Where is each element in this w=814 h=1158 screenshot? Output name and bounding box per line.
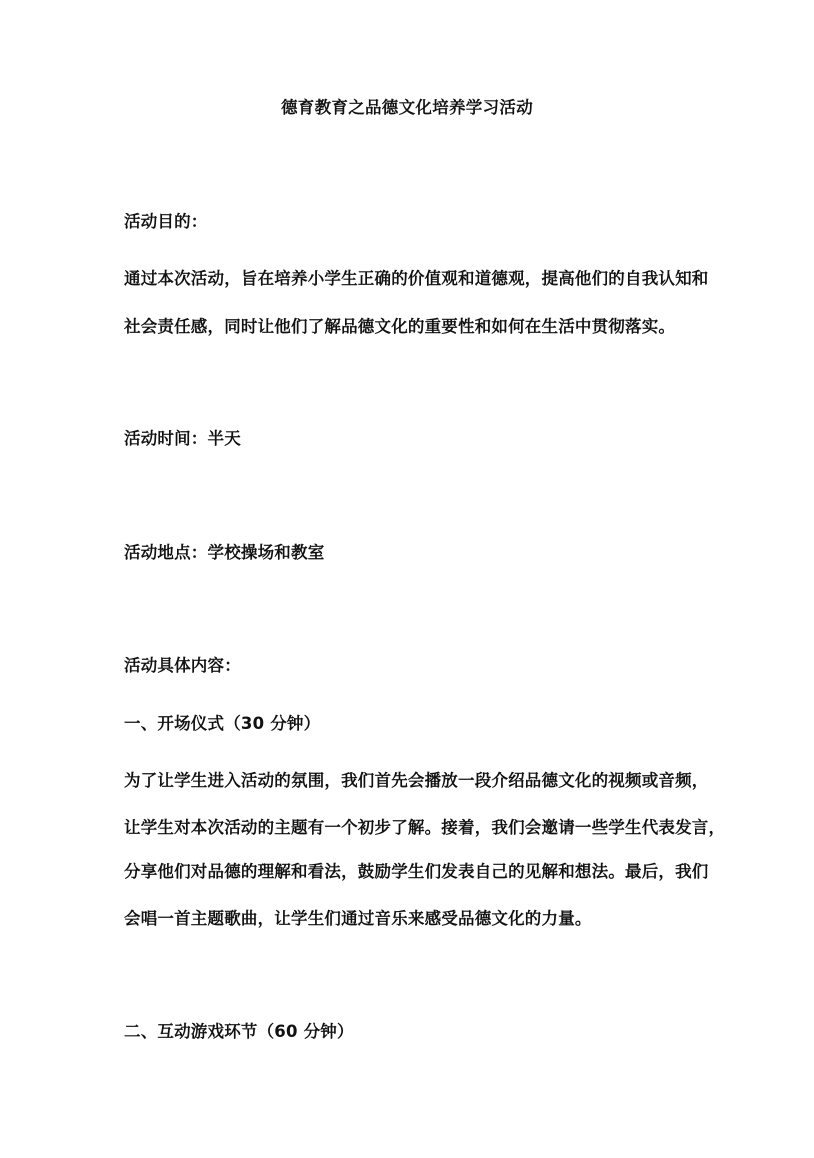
content-heading: 活动具体内容：	[124, 656, 241, 675]
purpose-paragraph-line: 社会责任感，同时让他们了解品德文化的重要性和如何在生活中贯彻落实。	[124, 317, 676, 336]
section1-paragraph-line: 为了让学生进入活动的氛围，我们首先会播放一段介绍品德文化的视频或音频，	[124, 771, 709, 790]
section1-paragraph-line: 分享他们对品德的理解和看法，鼓励学生们发表自己的见解和想法。最后，我们	[124, 862, 709, 881]
document-title: 德育教育之品德文化培养学习活动	[281, 98, 533, 117]
section1-paragraph-line: 会唱一首主题歌曲，让学生们通过音乐来感受品德文化的力量。	[124, 909, 592, 928]
activity-location: 活动地点：学校操场和教室	[124, 543, 325, 562]
activity-time: 活动时间：半天	[124, 429, 241, 448]
section1-paragraph-line: 让学生对本次活动的主题有一个初步了解。接着，我们会邀请一些学生代表发言，	[124, 818, 726, 837]
purpose-heading: 活动目的：	[124, 212, 208, 231]
section1-heading: 一、开场仪式（30 分钟）	[124, 714, 321, 733]
purpose-paragraph-line: 通过本次活动，旨在培养小学生正确的价值观和道德观，提高他们的自我认知和	[124, 269, 709, 288]
section2-heading: 二、互动游戏环节（60 分钟）	[124, 1022, 354, 1041]
